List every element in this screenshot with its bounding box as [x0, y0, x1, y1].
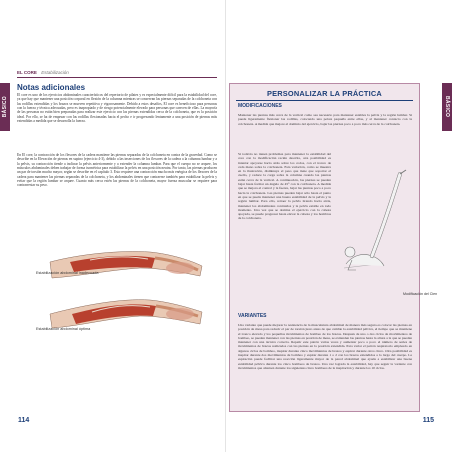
running-head-chapter: EL CORE — [17, 70, 37, 75]
figure-label-optimal: Estabilización abdominal óptima — [36, 327, 91, 331]
section-tab-label: BÁSICO — [444, 96, 450, 118]
section-tab-right — [442, 83, 452, 131]
figure-label-inadequate: Estabilización abdominal inadecuada — [36, 271, 99, 275]
body-paragraph-1: El core es uno de los ejercicios abdominales característicos del repertorio de pilates y es especialmente difícil para la estabilidad del core, ya que hay que mantener una posición corporal en flexión de la columna mientras se conservan las piernas separadas de la colchoneta con las rodillas extendidas y los brazos se mueven repetitiva y vigorosamente. Debido a estos desafíos, El core es beneficioso para personas con la fuerza y técnica adecuadas, pero es inapropiado y de riesgo potencialmente elevado para personas que carecen de ellas. La mayoría de las personas no están bien preparadas para realizar este ejercicio con las piernas extendidas cerca de la colchoneta, que es la posición ideal. Por ello, se ha de empezar con las rodillas flexionadas hacia el pecho e ir progresando lentamente a una posición de piernas más extendidas a medida que se desarrolla la fuerza. — [17, 93, 217, 124]
variants-heading: VARIANTES — [238, 313, 267, 319]
modifications-text-2: Si todavía no tienen problemas para mantener la estabilidad del core con la modificación recién descrita, otra posibilidad es intentar apoyarse hacia atrás sobre los codos, con el tronco de cada mano sobre la colchoneta. Esta variación, como se muestra en la ilustración, disminuye el peso que tiene que soportar el cuello, y reduce la carga sobre la columna cuando las piernas están cerca de la vertical. A continuación, las piernas se pueden bajar hasta formar un ángulo de 45° con la colchoneta. A medida que se mejora el control y la fuerza, bajar las piernas poco a poco hacia la colchoneta. Las piernas pueden bajar sólo hasta el punto en que se pueda mantener una buena estabilidad de la pelvis y la región lumbar. Para ello, retraer la pelvis tirando hacia atrás, mantener los abdominales contraídos y la pelvis estable en todo momento. Una vez que se domina el ejercicio con la cabeza apoyada, se puede progresar hasta elevar la cabeza y los hombros de la colchoneta. — [238, 152, 331, 221]
box-title: PERSONALIZAR LA PRÁCTICA — [267, 89, 382, 98]
box-title-rule — [236, 100, 413, 101]
variants-text: Una variante que puede mejorar la resistencia de la musculatura abdominal de manera más segura es colocar las piernas en posición de mesa para reducir el par de torsión justo antes de que cambie la estabilidad pélvica, el tiempo que se mantiene el tronco elevado y los pequeños movimientos de bombeo de los brazos. Después de uno o dos ciclos de movimientos de bombeo, se pueden mantener con las piernas en posición de mesa, se extienden las piernas hasta la altura a la que se puedan mantener con una técnica correcta. Repetir este patrón varias veces y aumentar poco a poco el número de series de movimientos de brazos realizados con las piernas en la posición extendida. Para variar el patrón respiratorio empleado en algunos ciclos de bombeo, inspirar durante cinco movimientos de brazos y espirar durante otros cinco. Otra posibilidad es inspirar durante dos movimientos de bombeo y espirar durante 1 o 2 con los brazos extendidos a lo largo del cuerpo. La espiración puede facilitar una reacción ligeramente mayor de la pared abdominal que ayuda a estabilizar una buena estabilidad pélvica durante los cinco bombeos de brazos. Una vez lograda la estabilidad, hay que seguir la variante con movimientos que alternen durante los siguientes cinco bombeos de la inspiración y durante los 10 ciclos. — [238, 323, 412, 370]
section-tab-label: BÁSICO — [2, 96, 8, 118]
running-head-section: Estabilización — [41, 70, 69, 75]
page-number-right: 115 — [422, 417, 434, 424]
modifications-heading: MODIFICACIONES — [238, 103, 282, 109]
section-tab-left — [0, 83, 10, 131]
modifications-text-1: Mantener las piernas más cerca de la vertical como sea necesario para mantener estables la pelvis y la región lumbar. Si puede ligeramente flexionar las rodillas, colocando una pelota pequeña entre ellas, y al mantener contacto con la colchoneta. A medida que mejore el dominio del ejercicio, bajar las piernas poco a poco más cerca de la colchoneta. — [238, 113, 412, 126]
modification-illustration — [338, 160, 414, 288]
figure-optimal — [50, 300, 202, 328]
running-head — [17, 70, 69, 75]
section-title: Notas adicionales — [17, 83, 86, 92]
illustration-caption: Modificación del Cien — [403, 292, 438, 296]
anatomy-illustration — [30, 232, 210, 342]
body-paragraph-2: En El core, la contracción de los flexores de la cadera mantiene las piernas separadas de la colchoneta en contra de la gravedad. Como se describe en la Elevación de piernas en supino (ejercicio 4-3), debido a las inserciones de los flexores de la cadera a la columna lumbar y a la pelvis, su contracción tiende a inclinar la pelvis anteriormente y a extender la columna lumbar. Para que el cuerpo no se arquee, los músculos abdominales deben trabajar de forma isométrica para estabilizar la pelvis en una posición neutra. Por tanto, las piernas producen un par de torsión mucho mayor, según se describe en el capítulo 3. Esto requiere una contracción mucho más enérgica de los flexores de la cadera para mantener las piernas separadas de la colchoneta, y los abdominales tienen que contraerse también para estabilizar la pelvis y evitar que la región lumbar se arquee. Cuanto más cerca estén las piernas de la colchoneta, mayor fuerza muscular se requiere para contrarrestar su peso. — [17, 153, 217, 188]
header-rule — [17, 77, 217, 78]
customize-practice-box — [229, 83, 438, 412]
page-number-left: 114 — [18, 417, 30, 424]
